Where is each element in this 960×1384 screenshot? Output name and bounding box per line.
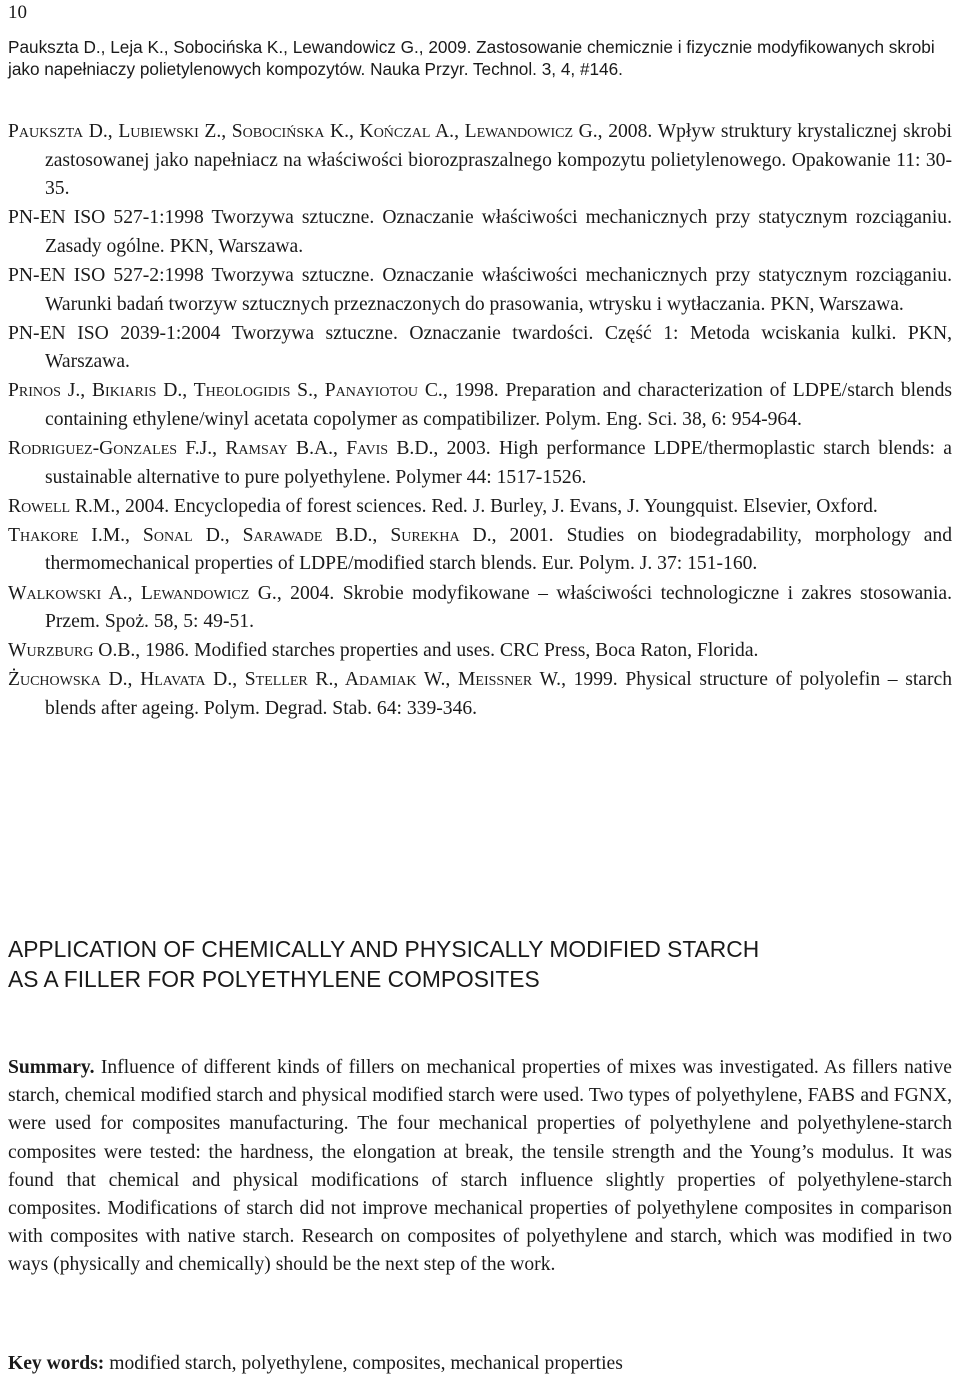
reference-item: [8, 493, 952, 522]
keywords-label: Key words:: [8, 1353, 105, 1374]
reference-item: [8, 262, 952, 319]
reference-text: Wpływ struktury krystalicznej skrobi zastosowanej jako napełniacz na właściwości biorozpraszalnego kompozytu polietylenowego. Opakowanie 11: 30-35.: [45, 121, 952, 200]
reference-text: PN-EN ISO 527-2:1998 Tworzywa sztuczne. Oznaczanie właściwości mechanicznych przy statycznym rozciąganiu. Warunki badań tworzyw sztucznych przeznaczonych do prasowania, wtrysku i wytłaczania. PKN, Warszawa.: [8, 264, 952, 315]
reference-item: [8, 666, 952, 723]
summary-paragraph: [8, 1054, 952, 1280]
keywords-text: modified starch, polyethylene, composites, mechanical properties: [109, 1353, 623, 1374]
reference-authors: Prinos J., Bikiaris D., Theologidis S., Panayiotou C., 1998.: [8, 380, 499, 402]
reference-authors: Żuchowska D., Hlavata D., Steller R., Adamiak W., Meissner W., 1999.: [8, 669, 618, 691]
reference-item: [8, 580, 952, 637]
reference-text: High performance LDPE/thermoplastic starch blends: a sustainable alternative to pure polyethylene. Polymer 44: 1517-1526.: [45, 438, 953, 488]
keywords-line: [8, 1350, 952, 1378]
reference-authors: Wurzburg O.B., 1986.: [8, 640, 190, 662]
reference-text: PN-EN ISO 527-1:1998 Tworzywa sztuczne. Oznaczanie właściwości mechanicznych przy statycznym rozciąganiu. Zasady ogólne. PKN, Warszawa.: [8, 207, 952, 257]
reference-text: PN-EN ISO 2039-1:2004 Tworzywa sztuczne. Oznaczanie twardości. Część 1: Metoda wciskania kulki. PKN, Warszawa.: [8, 322, 952, 373]
running-reference: Paukszta D., Leja K., Sobocińska K., Lewandowicz G., 2009. Zastosowanie chemicznie i fizycznie modyfikowanych skrobi jako napełniaczy polietylenowych kompozytów. Nauka Przyr. Technol. 3, 4, #146.: [8, 37, 935, 79]
reference-authors: Rodriguez-Gonzales F.J., Ramsay B.A., Favis B.D., 2003.: [8, 438, 491, 460]
reference-item: [8, 522, 952, 579]
summary-text: Influence of different kinds of fillers on mechanical properties of mixes was investigated. As fillers native starch, chemical modified starch and physical modified starch were used. Two types of polyethylene, FABS and FGNX, were used for composites manufacturing. The four mechanical properties of polyethylene and polyethylene-starch composites were tested: the hardness, the elongation at break, the tensile strength and the Young’s modulus. It was found that chemical and physical modifications of starch influence slightly properties of polyethylene-starch composites. Modifications of starch did not improve mechanical properties of polyethylene composites in comparison with composites with native starch. Research on composites of polyethylene and starch, which was modified in two ways (physically and chemically) should be the next step of the work.: [8, 1057, 952, 1276]
summary-label: Summary.: [8, 1057, 95, 1078]
reference-item: [8, 320, 952, 377]
english-title-line: AS A FILLER FOR POLYETHYLENE COMPOSITES: [8, 966, 540, 992]
english-title-line: APPLICATION OF CHEMICALLY AND PHYSICALLY MODIFIED STARCH: [8, 936, 760, 962]
reference-list: [8, 118, 952, 724]
page-number: 10: [8, 2, 27, 23]
reference-authors: Paukszta D., Lubiewski Z., Sobocińska K., Kończal A., Lewandowicz G., 2008.: [8, 121, 653, 142]
reference-text: Studies on biodegradability, morphology and thermomechanical properties of LDPE/modified starch blends. Eur. Polym. J. 37: 151-160.: [45, 524, 952, 575]
reference-text: Modified starches properties and uses. CRC Press, Boca Raton, Florida.: [194, 640, 759, 662]
reference-text: Skrobie modyfikowane – właściwości technologiczne i zakres stosowania. Przem. Spoż. 58, 5: 49-51.: [45, 582, 953, 633]
reference-authors: Walkowski A., Lewandowicz G., 2004.: [8, 582, 335, 604]
reference-item: [8, 637, 952, 666]
reference-item: [8, 204, 952, 261]
reference-item: [8, 118, 952, 204]
reference-authors: Thakore I.M., Sonal D., Sarawade B.D., Surekha D., 2001.: [8, 524, 554, 546]
english-title: [8, 934, 952, 994]
reference-text: Encyclopedia of forest sciences. Red. J. Burley, J. Evans, J. Youngquist. Elsevier, Oxford.: [174, 495, 878, 517]
reference-authors: Rowell R.M., 2004.: [8, 495, 170, 517]
reference-text: Physical structure of polyolefin – starch blends after ageing. Polym. Degrad. Stab. 64: 339-346.: [45, 669, 952, 719]
reference-text: Preparation and characterization of LDPE/starch blends containing ethylene/winyl acetata copolymer as compatibilizer. Polym. Eng. Sci. 38, 6: 954-964.: [45, 380, 952, 430]
reference-item: [8, 435, 952, 492]
reference-item: [8, 377, 952, 434]
